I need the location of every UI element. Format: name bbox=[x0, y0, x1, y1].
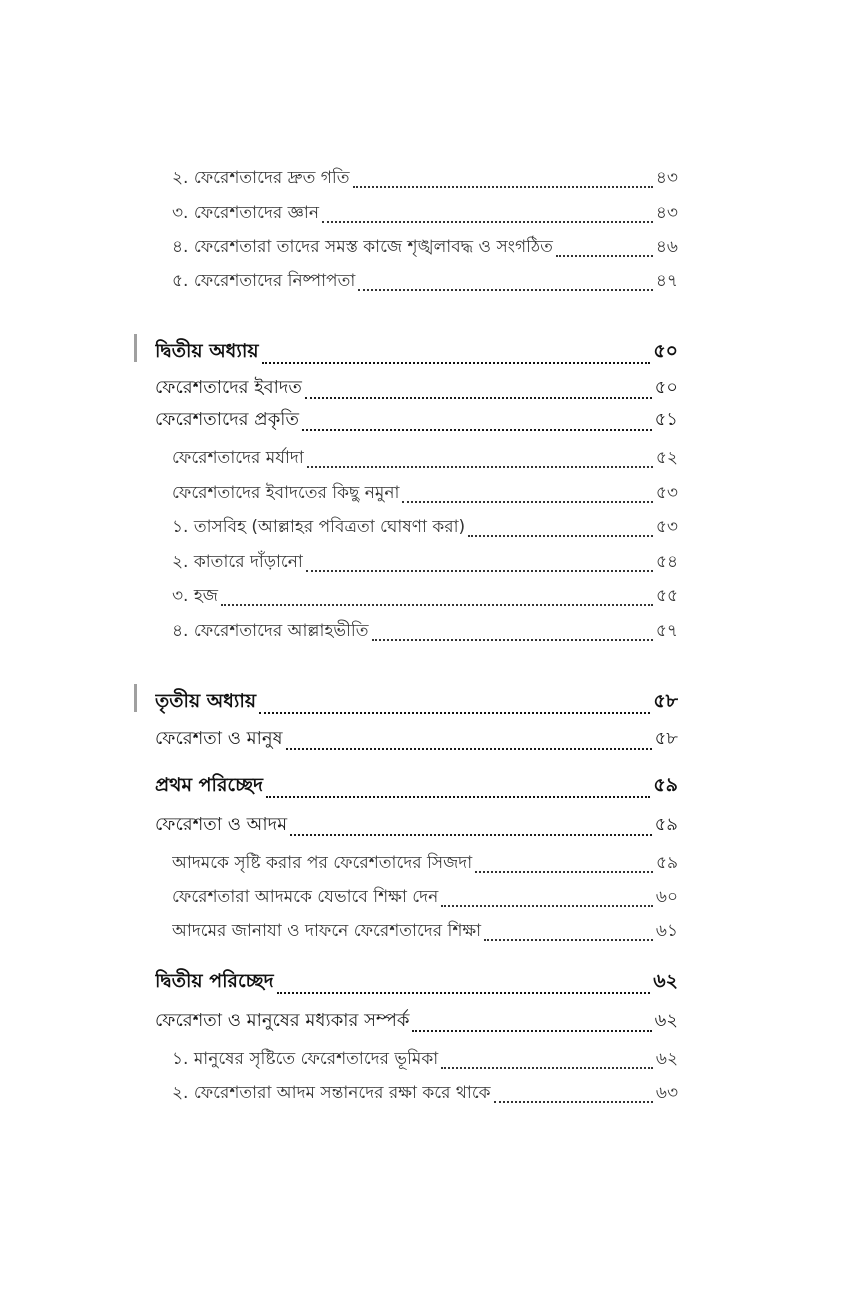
toc-entry-page: ৫৫ bbox=[655, 586, 678, 606]
toc-entry bbox=[172, 918, 678, 946]
toc-entry-title: ফেরেশতারা আদমকে যেভাবে শিক্ষা দেন bbox=[172, 887, 439, 907]
toc-entry bbox=[172, 850, 678, 878]
toc-entry-page: ৫৯ bbox=[654, 814, 678, 835]
toc-leader bbox=[307, 466, 653, 468]
toc-entry-page: ৬২ bbox=[654, 1010, 678, 1031]
toc-entry-page: ৬৩ bbox=[655, 1083, 678, 1103]
toc-entry-title: ৪. ফেরেশতারা তাদের সমস্ত কাজে শৃঙ্খলাবদ্ধ ও সংগঠিত bbox=[172, 237, 553, 257]
toc-leader bbox=[402, 501, 653, 503]
toc-entry-page: ৪৭ bbox=[655, 271, 678, 291]
toc-leader bbox=[266, 796, 650, 798]
toc-leader bbox=[322, 221, 653, 223]
toc-entry-title: আদমের জানাযা ও দাফনে ফেরেশতাদের শিক্ষা bbox=[172, 921, 482, 941]
toc-entry-title: ফেরেশতাদের ইবাদতের কিছু নমুনা bbox=[172, 483, 400, 503]
toc-part bbox=[155, 771, 678, 803]
toc-entry-page: ৫০ bbox=[653, 340, 678, 362]
toc-entry-title: ৩. হজ bbox=[172, 586, 219, 606]
chapter-marker bbox=[134, 684, 137, 712]
toc-entry-page: ৫৩ bbox=[655, 517, 678, 537]
chapter-marker bbox=[134, 334, 137, 362]
toc-entry bbox=[172, 583, 678, 611]
toc-entry bbox=[172, 480, 678, 508]
toc-entry-page: ৫০ bbox=[654, 377, 678, 398]
toc-entry-title: দ্বিতীয় পরিচ্ছেদ bbox=[155, 970, 274, 992]
toc-entry-title: ফেরেশতা ও আদম bbox=[155, 814, 288, 835]
toc-entry-title: ২. ফেরেশতারা আদম সন্তানদের রক্ষা করে থাকে bbox=[172, 1083, 491, 1103]
toc-leader bbox=[353, 186, 653, 188]
toc-entry-title: ফেরেশতাদের প্রকৃতি bbox=[155, 409, 299, 430]
toc-entry bbox=[172, 1046, 678, 1074]
toc-entry-title: ২. ফেরেশতাদের দ্রুত গতি bbox=[172, 168, 350, 188]
toc-entry-title: ফেরেশতা ও মানুষের মধ্যকার সম্পর্ক bbox=[155, 1010, 410, 1031]
toc-entry-title: ফেরেশতাদের মর্যাদা bbox=[172, 448, 304, 468]
toc-entry-page: ৫৮ bbox=[653, 690, 678, 712]
toc-entry bbox=[172, 165, 678, 193]
toc-chapter bbox=[155, 687, 678, 719]
toc-entry-title: দ্বিতীয় অধ্যায় bbox=[155, 340, 259, 362]
toc-entry bbox=[172, 549, 678, 577]
toc-leader bbox=[305, 397, 652, 399]
toc-leader bbox=[372, 639, 653, 641]
toc-entry-page: ৪৩ bbox=[655, 203, 678, 223]
toc-section bbox=[155, 1006, 678, 1037]
toc-entry-page: ৬২ bbox=[655, 1049, 678, 1069]
toc-entry-page: ৫৮ bbox=[654, 728, 678, 749]
toc-leader bbox=[441, 1067, 653, 1069]
toc-leader bbox=[494, 1101, 653, 1103]
toc-leader bbox=[262, 362, 651, 364]
toc-entry-page: ৫৯ bbox=[653, 774, 678, 796]
toc-leader bbox=[484, 939, 653, 941]
toc-entry bbox=[172, 514, 678, 542]
toc-leader bbox=[358, 289, 653, 291]
toc-section bbox=[155, 810, 678, 841]
toc-entry-title: ৪. ফেরেশতাদের আল্লাহভীতি bbox=[172, 621, 369, 641]
toc-entry-title: আদমকে সৃষ্টি করার পর ফেরেশতাদের সিজদা bbox=[172, 853, 473, 873]
toc-entry-page: ৫১ bbox=[654, 409, 678, 430]
toc-entry-page: ৪৬ bbox=[655, 237, 678, 257]
toc-entry bbox=[172, 200, 678, 228]
toc-entry-title: ৩. ফেরেশতাদের জ্ঞান bbox=[172, 203, 319, 223]
toc-entry-title: ২. কাতারে দাঁড়ানো bbox=[172, 552, 303, 572]
toc-leader bbox=[286, 748, 652, 750]
toc-leader bbox=[277, 992, 651, 994]
toc-entry-page: ৬২ bbox=[653, 970, 678, 992]
toc-leader bbox=[412, 1030, 651, 1032]
toc-entry bbox=[172, 234, 678, 262]
toc-chapter bbox=[155, 337, 678, 369]
toc-leader bbox=[475, 871, 653, 873]
toc-entry-title: প্রথম পরিচ্ছেদ bbox=[155, 774, 264, 796]
toc-entry-page: ৫৭ bbox=[655, 621, 678, 641]
toc-entry-title: ১. তাসবিহ (আল্লাহর পবিত্রতা ঘোষণা করা) bbox=[172, 517, 466, 537]
toc-entry bbox=[172, 445, 678, 473]
toc-leader bbox=[290, 834, 652, 836]
toc-part bbox=[155, 967, 678, 999]
toc-leader bbox=[556, 255, 653, 257]
toc-entry-title: ফেরেশতাদের ইবাদত bbox=[155, 377, 302, 398]
toc-section bbox=[155, 405, 678, 436]
toc-leader bbox=[306, 570, 653, 572]
toc-leader bbox=[441, 905, 653, 907]
toc-entry-page: ৫২ bbox=[655, 448, 678, 468]
toc-section bbox=[155, 373, 678, 404]
toc-leader bbox=[468, 535, 653, 537]
toc-entry-page: ৪৩ bbox=[655, 168, 678, 188]
toc-entry bbox=[172, 268, 678, 296]
toc-entry-title: তৃতীয় অধ্যায় bbox=[155, 690, 257, 712]
toc-entry bbox=[172, 884, 678, 912]
toc-entry bbox=[172, 1080, 678, 1108]
toc-entry bbox=[172, 618, 678, 646]
toc-section bbox=[155, 724, 678, 755]
toc-entry-page: ৬১ bbox=[655, 921, 678, 941]
toc-leader bbox=[302, 429, 652, 431]
toc-entry-page: ৫৩ bbox=[655, 483, 678, 503]
toc-entry-title: ফেরেশতা ও মানুষ bbox=[155, 728, 283, 749]
toc-entry-page: ৬০ bbox=[655, 887, 678, 907]
toc-leader bbox=[221, 604, 653, 606]
toc-leader bbox=[259, 712, 650, 714]
toc-entry-page: ৫৯ bbox=[655, 853, 678, 873]
toc-entry-title: ৫. ফেরেশতাদের নিষ্পাপতা bbox=[172, 271, 356, 291]
toc-entry-page: ৫৪ bbox=[655, 552, 678, 572]
toc-entry-title: ১. মানুষের সৃষ্টিতে ফেরেশতাদের ভূমিকা bbox=[172, 1049, 439, 1069]
